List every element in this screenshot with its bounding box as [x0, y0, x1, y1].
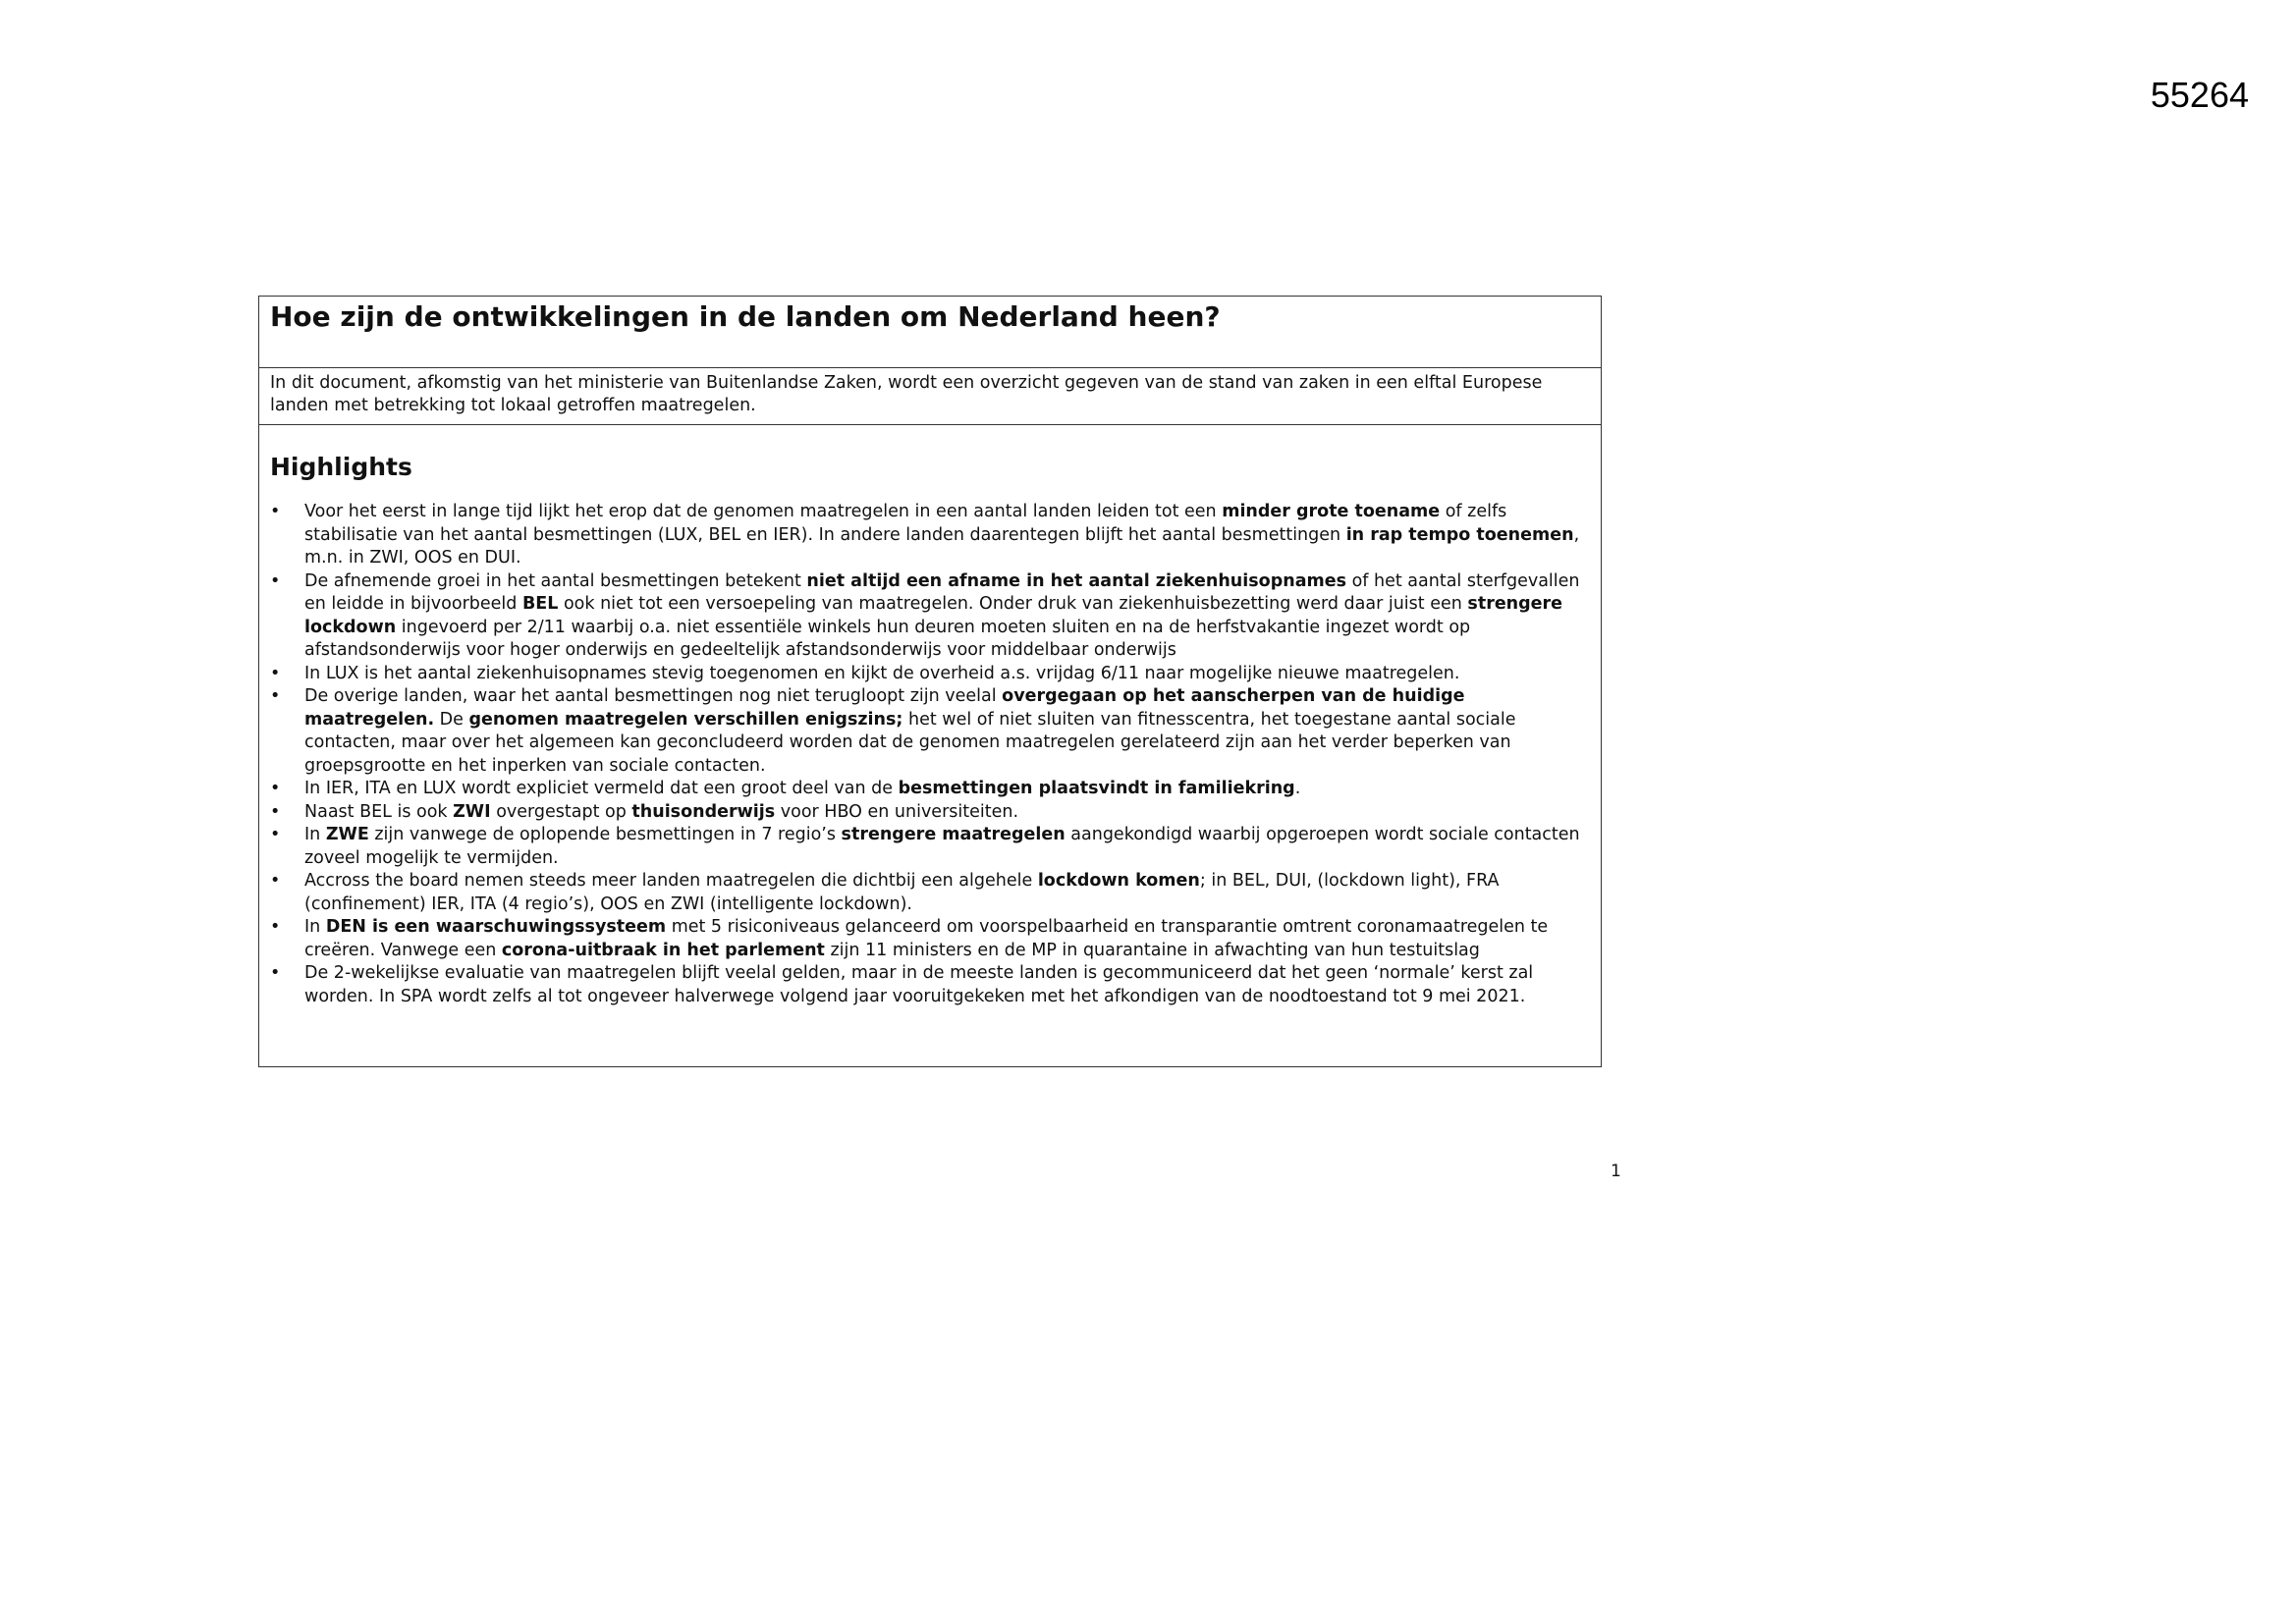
- bullet-text: overgestapt op: [490, 801, 632, 822]
- bullet-text-bold: in rap tempo toenemen: [1345, 524, 1574, 545]
- bullet-text: In LUX is het aantal ziekenhuisopnames stevig toegenomen en kijkt de overheid a.s. vrijdag 6/11 naar mogelijke nieuwe maatregelen.: [304, 663, 1460, 683]
- bullet-text: zijn 11 ministers en de MP in quarantaine in afwachting van hun testuitslag: [824, 940, 1480, 960]
- bullet-marker: •: [270, 663, 281, 683]
- document-number: 55264: [2150, 75, 2249, 115]
- section-title: Hoe zijn de ontwikkelingen in de landen om Nederland heen?: [270, 300, 1221, 333]
- highlight-bullet: [270, 501, 1590, 570]
- title-row: [259, 297, 1601, 368]
- bullet-text: aangekondigd waarbij opgeroepen wordt sociale contacten zoveel mogelijk te vermijden.: [304, 825, 1580, 868]
- overview-box: [258, 296, 1602, 1067]
- highlights-section: [259, 425, 1601, 1008]
- bullet-text-bold: thuisonderwijs: [631, 801, 776, 822]
- bullet-text-bold: lockdown komen: [1037, 871, 1200, 891]
- highlight-bullet: [270, 824, 1590, 870]
- bullet-marker: •: [270, 963, 281, 983]
- bullet-text: met 5 risiconiveaus gelanceerd om voorspelbaarheid en transparantie omtrent coronamaatregelen te creëren. Vanwege een: [304, 917, 1549, 960]
- bullet-text-bold: overgegaan op het aanscherpen van de huidige maatregelen.: [304, 686, 1465, 730]
- bullet-text: zijn vanwege de oplopende besmettingen in 7 regio’s: [368, 825, 842, 844]
- bullet-text-bold: corona-uitbraak in het parlement: [501, 940, 825, 960]
- bullet-text: ingevoerd per 2/11 waarbij o.a. niet essentiële winkels hun deuren moeten sluiten en na de herfstvakantie ingezet wordt op afstandsonderwijs voor hoger onderwijs en gedeeltelijk afstandsonderwijs voor middelbaar onderwijs: [304, 617, 1471, 660]
- highlights-list: [270, 501, 1590, 1008]
- highlight-bullet: [270, 870, 1590, 916]
- highlight-bullet: [270, 801, 1590, 825]
- bullet-marker: •: [270, 502, 281, 521]
- bullet-marker: •: [270, 825, 281, 844]
- bullet-text-bold: genomen maatregelen verschillen enigszins;: [468, 709, 903, 730]
- bullet-text-bold: ZWE: [325, 825, 369, 844]
- bullet-marker: •: [270, 570, 281, 591]
- bullet-text: of zelfs stabilisatie van het aantal besmettingen (LUX, BEL en IER). In andere landen daarentegen blijft het aantal besmettingen: [304, 502, 1507, 545]
- bullet-text: De 2-wekelijkse evaluatie van maatregelen blijft veelal gelden, maar in de meeste landen is gecommuniceerd dat het geen ‘normale’ kerst zal worden. In SPA wordt zelfs al tot ongeveer halverwege volgend jaar vooruitgekeken met het afkondigen van de noodtoestand tot 9 mei 2021.: [304, 963, 1534, 1006]
- bullet-text-bold: besmettingen plaatsvindt in familiekring: [898, 779, 1295, 798]
- page-number: 1: [1611, 1162, 1621, 1181]
- bullet-text: In: [304, 825, 326, 844]
- bullet-text: voor HBO en universiteiten.: [775, 801, 1019, 822]
- bullet-text: Accross the board nemen steeds meer landen maatregelen die dichtbij een algehele: [304, 871, 1038, 891]
- highlight-bullet: [270, 663, 1590, 686]
- bullet-marker: •: [270, 801, 281, 822]
- highlights-heading: Highlights: [270, 453, 412, 481]
- bullet-text: De overige landen, waar het aantal besmettingen nog niet terugloopt zijn veelal: [304, 686, 1003, 706]
- bullet-text-bold: strengere maatregelen: [841, 825, 1066, 844]
- highlight-bullet: [270, 685, 1590, 778]
- intro-text: In dit document, afkomstig van het ministerie van Buitenlandse Zaken, wordt een overzicht gegeven van de stand van zaken in een elftal Europese landen met betrekking tot lokaal getroffen maatregelen.: [259, 368, 1601, 425]
- bullet-text: De afnemende groei in het aantal besmettingen betekent: [304, 570, 807, 591]
- bullet-text: Voor het eerst in lange tijd lijkt het erop dat de genomen maatregelen in een aantal landen leiden tot een: [304, 502, 1223, 521]
- bullet-text: of het aantal sterfgevallen en leidde in bijvoorbeeld: [304, 570, 1580, 614]
- bullet-marker: •: [270, 779, 281, 798]
- highlight-bullet: [270, 962, 1590, 1008]
- bullet-text: De: [434, 709, 469, 730]
- bullet-text: .: [1294, 779, 1301, 798]
- bullet-text: , m.n. in ZWI, OOS en DUI.: [304, 524, 1580, 568]
- bullet-marker: •: [270, 686, 281, 706]
- bullet-text-bold: DEN is een waarschuwingssysteem: [325, 917, 667, 937]
- bullet-text: ook niet tot een versoepeling van maatregelen. Onder druk van ziekenhuisbezetting werd daar juist een: [558, 594, 1468, 614]
- bullet-marker: •: [270, 917, 281, 937]
- bullet-text-bold: BEL: [521, 594, 559, 614]
- bullet-text-bold: strengere lockdown: [304, 594, 1563, 637]
- bullet-text: In IER, ITA en LUX wordt expliciet vermeld dat een groot deel van de: [304, 779, 899, 798]
- highlight-bullet: [270, 916, 1590, 962]
- bullet-text-bold: niet altijd een afname in het aantal ziekenhuisopnames: [806, 570, 1347, 591]
- bullet-text: ; in BEL, DUI, (lockdown light), FRA (confinement) IER, ITA (4 regio’s), OOS en ZWI (intelligente lockdown).: [304, 871, 1500, 914]
- bullet-text-bold: minder grote toename: [1222, 502, 1441, 521]
- highlight-bullet: [270, 570, 1590, 663]
- bullet-text: In: [304, 917, 326, 937]
- bullet-marker: •: [270, 871, 281, 891]
- bullet-text: het wel of niet sluiten van fitnesscentra, het toegestane aantal sociale contacten, maar over het algemeen kan geconcludeerd worden dat de genomen maatregelen gerelateerd zijn aan het verder beperken van groepsgrootte en het inperken van sociale contacten.: [304, 709, 1516, 776]
- bullet-text-bold: ZWI: [453, 801, 491, 822]
- bullet-text: Naast BEL is ook: [304, 801, 454, 822]
- highlight-bullet: [270, 778, 1590, 801]
